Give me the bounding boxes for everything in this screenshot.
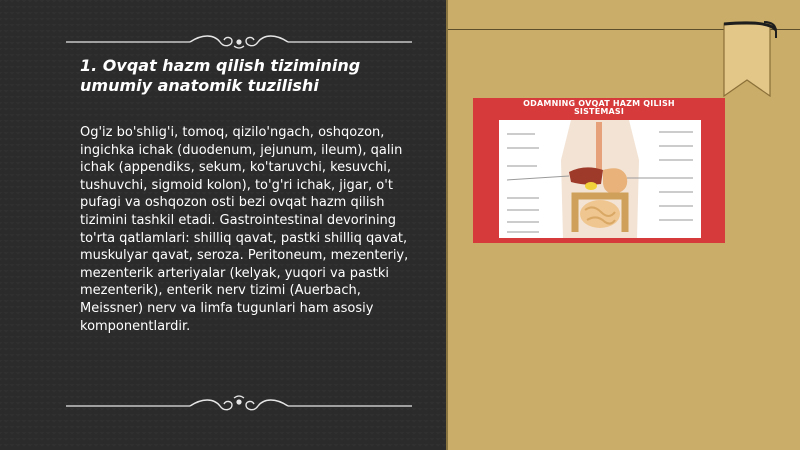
digestive-system-illustration	[499, 120, 701, 238]
slide-title	[80, 56, 400, 96]
figure-caption-line-1: ODAMNING OVQAT HAZM QILISH	[523, 99, 675, 108]
digestive-system-figure	[473, 98, 725, 243]
title-line-2: umumiy anatomik tuzilishi	[80, 76, 319, 95]
bottom-ornament-divider	[66, 392, 412, 412]
slide-body-text: Og'iz bo'shlig'i, tomoq, qizilo'ngach, oshqozon, ingichka ichak (duodenum, jejunum, ileum), qalin ichak (appendiks, sekum, ko'taruvchi, kesuvchi, tushuvchi, sigmoid kolon), to'g'ri ichak, jigar, o't pufagi va oshqozon osti bezi ovqat hazm qilish tizimini tashkil etadi. Gastrointestinal devorining to'rta qatlamlari: shilliq qavat, pastki shilliq qavat, muskulyar qavat, seroza. Peritoneum, mezenteriy, mezenterik arteriyalar (kelyak, yuqori va pastki mezenterik), enterik nerv tizimi (Auerbach, Meissner) nerv va limfa tugunlari ham asosiy komponentlardir.	[80, 125, 409, 334]
title-line-1: 1. Ovqat hazm qilish tizimining	[80, 56, 361, 75]
top-ornament-divider	[66, 32, 412, 52]
bookmark-ribbon-icon	[718, 20, 778, 100]
figure-image-area	[499, 120, 701, 238]
figure-caption	[473, 100, 725, 116]
figure-caption-line-2: SISTEMASI	[573, 107, 625, 116]
panel-divider	[446, 0, 448, 450]
